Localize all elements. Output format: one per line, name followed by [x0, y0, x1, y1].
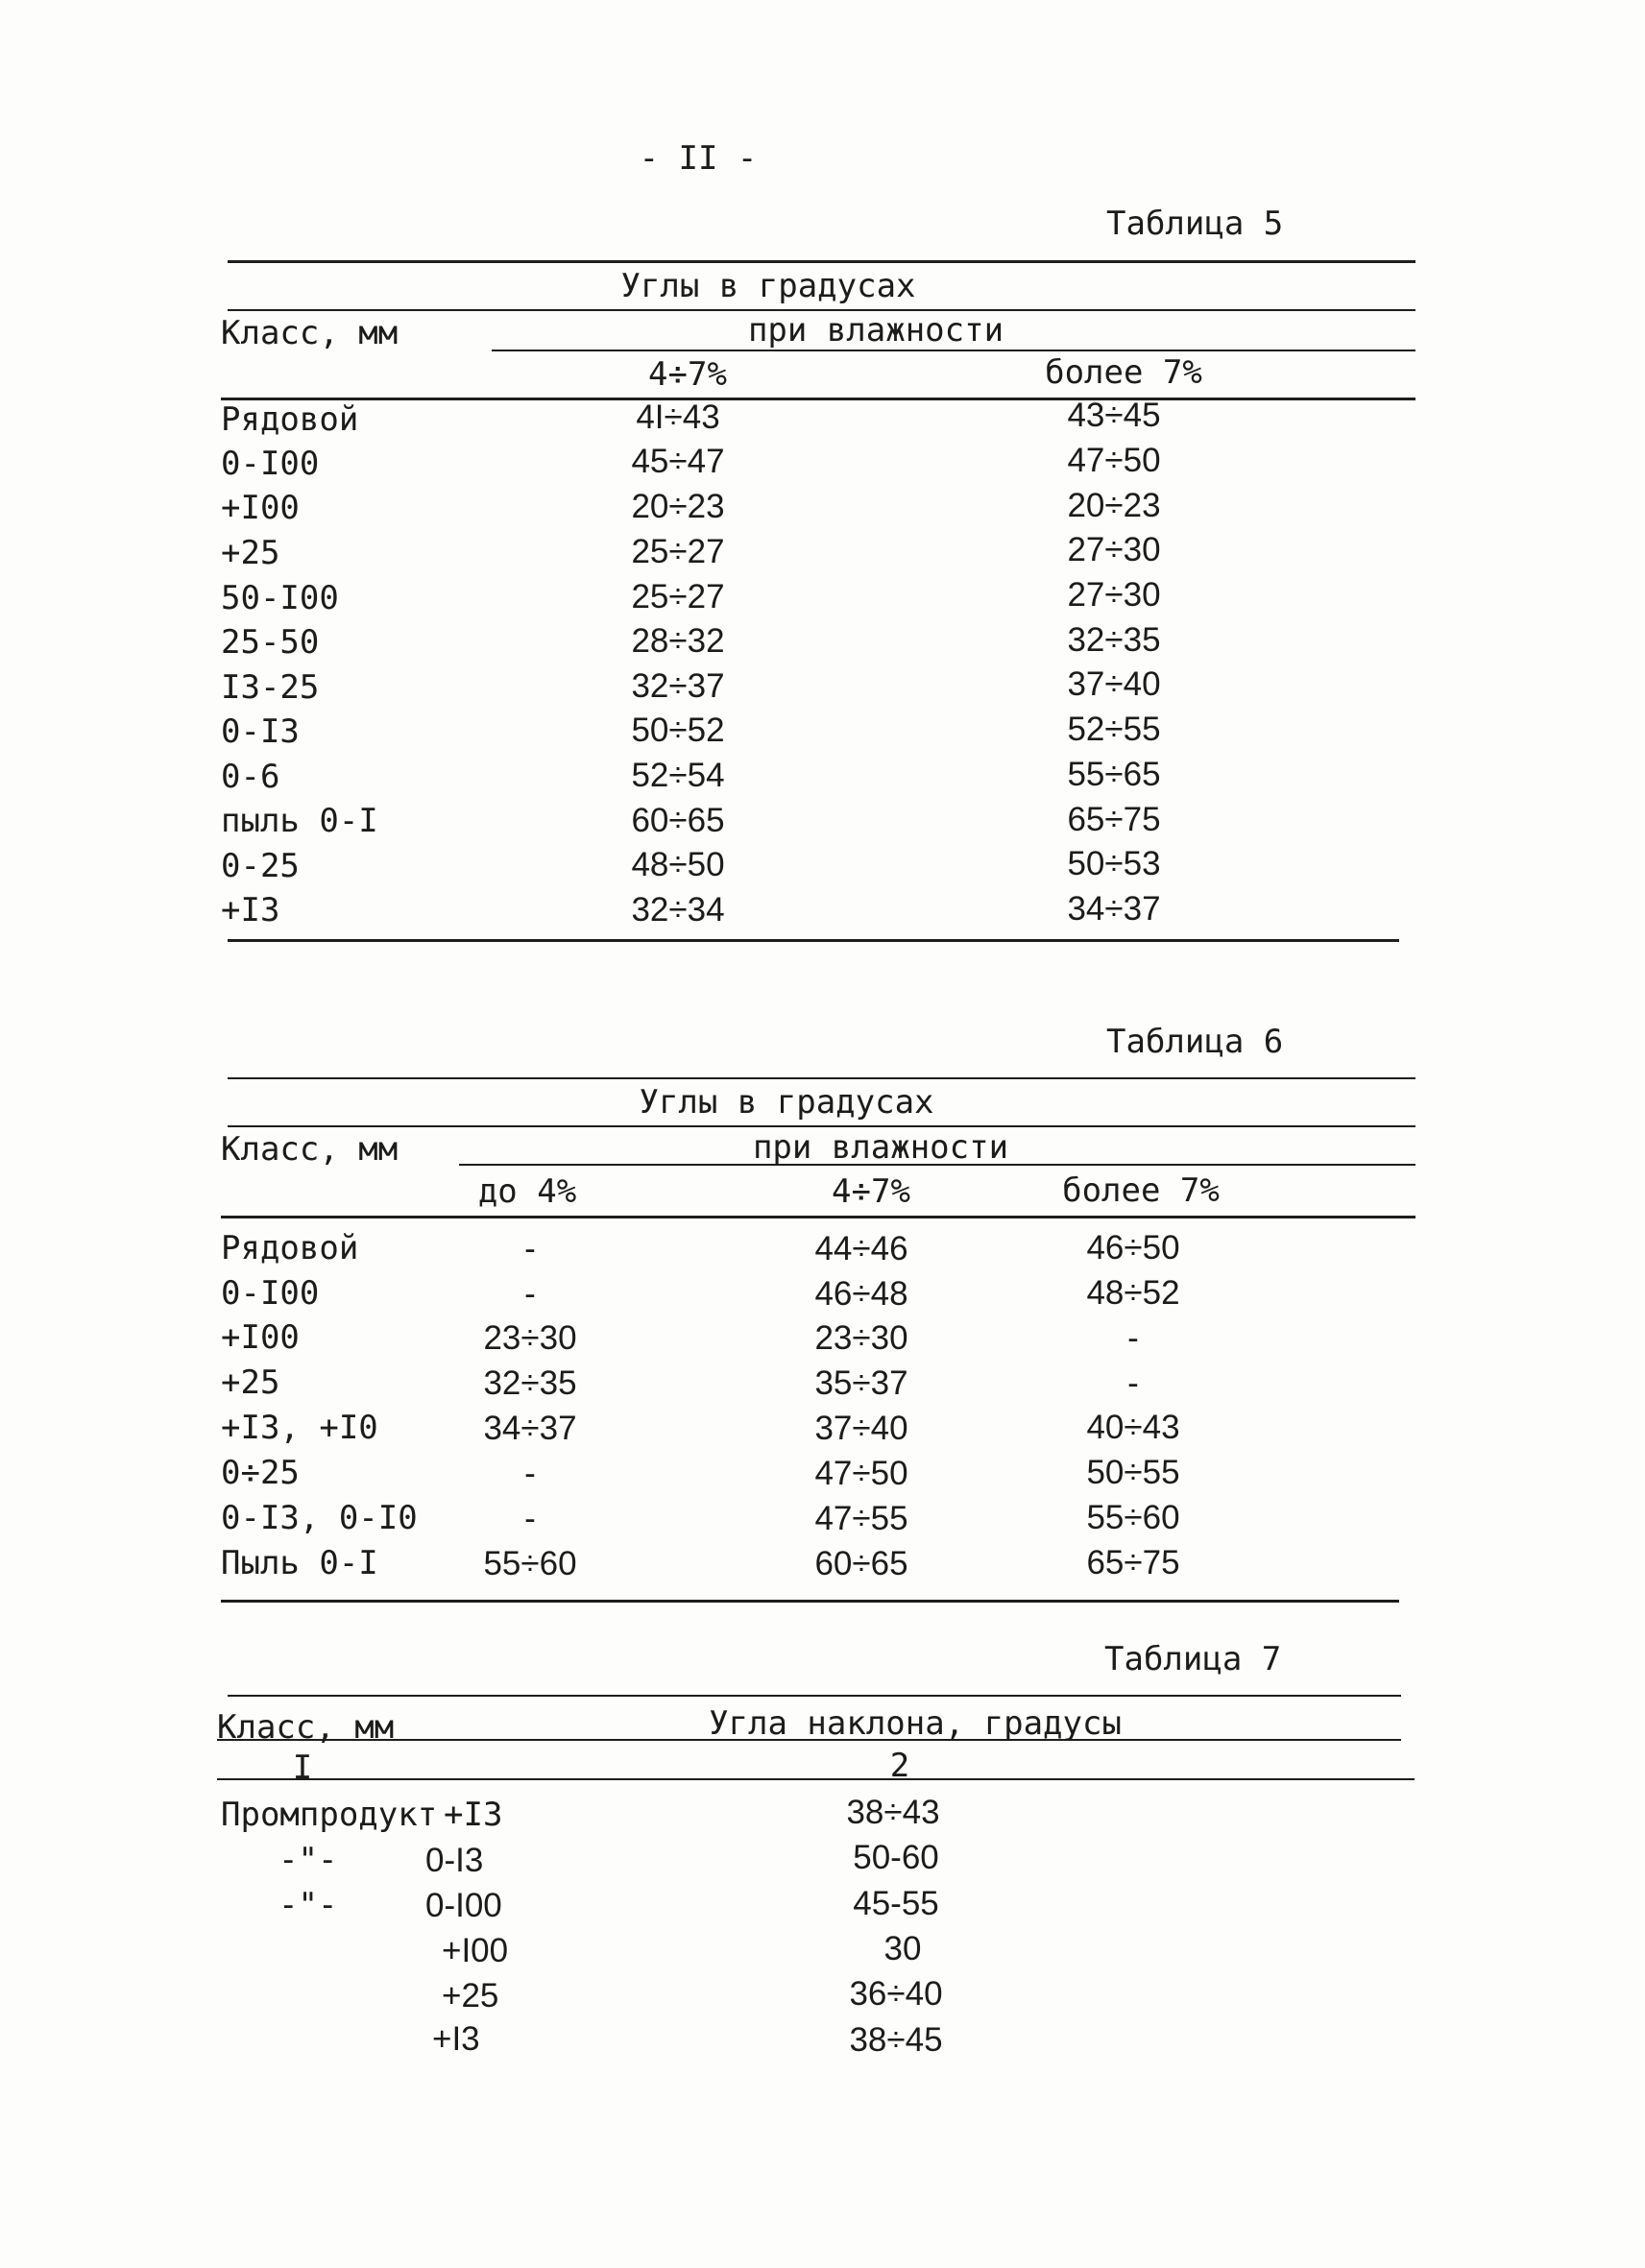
- table-5-col-1: 4÷7%: [648, 355, 727, 394]
- table-5-cell: 52÷55: [1067, 711, 1161, 748]
- table-5-cell: 65÷75: [1067, 801, 1161, 838]
- table-7-cell-value: 50-60: [853, 1839, 939, 1876]
- table-6-cell: 35÷37: [814, 1364, 908, 1402]
- table-6-cell: 32÷35: [483, 1364, 577, 1402]
- table-6-cell-class: Пыль 0-I: [221, 1544, 378, 1582]
- table-7-caption: Таблица 7: [1104, 1640, 1282, 1678]
- table-5-bottom-rule: [228, 939, 1399, 942]
- table-5-cell-class: 0-25: [221, 847, 300, 885]
- table-7-header-rule: [217, 1739, 1401, 1741]
- table-5-cell: 4I÷43: [636, 398, 720, 436]
- table-7-cell-class: +25: [442, 1977, 499, 2015]
- table-6-cell: 40÷43: [1086, 1409, 1180, 1446]
- table-6-cell: -: [524, 1455, 536, 1492]
- table-6-cell-class: 0÷25: [221, 1454, 300, 1492]
- table-6-cell: 46÷48: [814, 1275, 908, 1313]
- table-5-cell: 50÷52: [631, 712, 725, 749]
- table-5-caption: Таблица 5: [1106, 205, 1284, 243]
- table-5-cell-class: +I3: [221, 891, 280, 929]
- table-5-cell: 43÷45: [1067, 397, 1161, 434]
- table-6-cell: 55÷60: [483, 1545, 577, 1582]
- table-7-colnum-1: I: [292, 1749, 313, 1787]
- table-6-cell: 37÷40: [814, 1410, 908, 1447]
- table-6-cell: 47÷50: [814, 1455, 908, 1492]
- table-6-cell: -: [524, 1275, 536, 1313]
- table-6-cell-class: +I00: [221, 1318, 300, 1357]
- table-7-cell-value: 30: [883, 1930, 922, 1967]
- table-7-cell-class: +I3: [444, 1796, 503, 1834]
- table-6-cell: -: [1127, 1364, 1139, 1402]
- table-5-cell: 55÷65: [1067, 756, 1161, 793]
- table-5-header-humidity: при влажности: [747, 311, 1004, 350]
- table-6-cell: 34÷37: [483, 1410, 577, 1447]
- table-6-header-angles: Углы в градусах: [639, 1083, 934, 1122]
- table-5-cell: 20÷23: [631, 488, 725, 525]
- table-5-cell: 27÷30: [1067, 576, 1161, 614]
- table-5-cell-class: I3-25: [221, 668, 320, 707]
- table-5-col-2: более 7%: [1045, 353, 1202, 392]
- table-6-cell: -: [524, 1230, 536, 1267]
- table-5-cell: 25÷27: [631, 578, 725, 615]
- table-7-cell-name: Промпродукт: [221, 1796, 438, 1834]
- table-7-cell-value: 38÷43: [846, 1794, 940, 1831]
- table-7-header-angle: Угла наклона, градусы: [709, 1704, 1122, 1743]
- table-6-cell: 65÷75: [1086, 1544, 1180, 1581]
- table-6-caption: Таблица 6: [1106, 1023, 1284, 1061]
- table-6-cell: 23÷30: [483, 1319, 577, 1357]
- table-5-cell: 28÷32: [631, 622, 725, 660]
- table-5-cell: 48÷50: [631, 846, 725, 883]
- table-5-cell-class: пыль 0-I: [221, 802, 378, 840]
- table-6-cell: 44÷46: [814, 1230, 908, 1267]
- table-6-cell-class: +25: [221, 1363, 280, 1402]
- table-6-cell: -: [524, 1500, 536, 1537]
- table-6-humidity-rule: [459, 1164, 1415, 1166]
- page-number: - II -: [639, 139, 758, 178]
- table-5-cell: 32÷35: [1067, 621, 1161, 659]
- table-5-cell-class: 0-6: [221, 758, 280, 796]
- table-6-cell: 55÷60: [1086, 1499, 1180, 1536]
- table-6-cell: -: [1127, 1319, 1139, 1357]
- table-6-header-rule: [228, 1125, 1415, 1127]
- table-7-cell-value: 38÷45: [849, 2021, 943, 2059]
- table-5-header-angles: Углы в градусах: [620, 267, 916, 305]
- table-5-cell: 32÷34: [631, 891, 725, 929]
- table-7-cell-value: 45-55: [853, 1885, 939, 1922]
- table-5-cell: 37÷40: [1067, 665, 1161, 703]
- table-5-body-rule: [221, 398, 1415, 400]
- table-5-cell: 20÷23: [1067, 487, 1161, 524]
- table-6-body-rule: [221, 1216, 1415, 1218]
- table-6-top-rule: [228, 1077, 1415, 1079]
- table-7-body-rule: [217, 1778, 1415, 1780]
- table-6-cell: 46÷50: [1086, 1229, 1180, 1267]
- table-5-cell: 60÷65: [631, 802, 725, 839]
- table-6-header-class: Класс, мм: [221, 1130, 399, 1169]
- table-5-cell: 27÷30: [1067, 531, 1161, 568]
- table-7-top-rule: [228, 1695, 1401, 1697]
- table-5-humidity-rule: [492, 350, 1415, 351]
- table-5-cell-class: 0-I3: [221, 712, 300, 751]
- table-6-cell: 47÷55: [814, 1500, 908, 1537]
- table-5-cell-class: Рядовой: [221, 400, 359, 439]
- table-5-header-class: Класс, мм: [221, 314, 399, 352]
- table-6-cell-class: 0-I00: [221, 1274, 320, 1313]
- table-6-cell-class: Рядовой: [221, 1229, 359, 1267]
- table-7-colnum-2: 2: [889, 1747, 910, 1785]
- table-6-col-2: 4÷7%: [832, 1172, 910, 1211]
- table-7-header-class: Класс, мм: [217, 1708, 395, 1747]
- table-6-header-humidity: при влажности: [752, 1128, 1009, 1167]
- table-6-cell: 48÷52: [1086, 1274, 1180, 1312]
- table-7-cell-class: +I3: [432, 2020, 480, 2058]
- table-5-cell-class: 50-I00: [221, 579, 339, 617]
- table-7-cell-name: -"-: [278, 1886, 338, 1924]
- table-6-cell: 60÷65: [814, 1545, 908, 1582]
- table-5-cell: 34÷37: [1067, 890, 1161, 928]
- table-7-cell-value: 36÷40: [849, 1975, 943, 2013]
- table-5-cell-class: +25: [221, 534, 280, 572]
- table-6-cell: 50÷55: [1086, 1454, 1180, 1491]
- table-5-cell: 47÷50: [1067, 442, 1161, 479]
- table-5-cell: 45÷47: [631, 443, 725, 480]
- table-5-cell-class: 0-I00: [221, 445, 320, 483]
- table-6-cell-class: 0-I3, 0-I0: [221, 1499, 418, 1537]
- table-6-cell-class: +I3, +I0: [221, 1409, 378, 1447]
- table-7-cell-class: +I00: [442, 1932, 509, 1969]
- table-6-col-3: более 7%: [1062, 1171, 1220, 1210]
- table-5-cell: 50÷53: [1067, 845, 1161, 882]
- table-6-col-1: до 4%: [477, 1172, 577, 1211]
- table-5-cell: 25÷27: [631, 533, 725, 570]
- table-5-cell-class: 25-50: [221, 623, 320, 662]
- table-6-bottom-rule: [221, 1600, 1399, 1603]
- table-7-cell-class: 0-I00: [425, 1887, 502, 1924]
- table-6-cell: 23÷30: [814, 1319, 908, 1357]
- table-7-cell-class: 0-I3: [425, 1842, 484, 1879]
- table-7-cell-name: -"-: [278, 1841, 338, 1879]
- table-5-top-rule: [228, 260, 1415, 263]
- table-5-cell-class: +I00: [221, 489, 300, 527]
- table-5-cell: 52÷54: [631, 757, 725, 794]
- table-5-cell: 32÷37: [631, 667, 725, 705]
